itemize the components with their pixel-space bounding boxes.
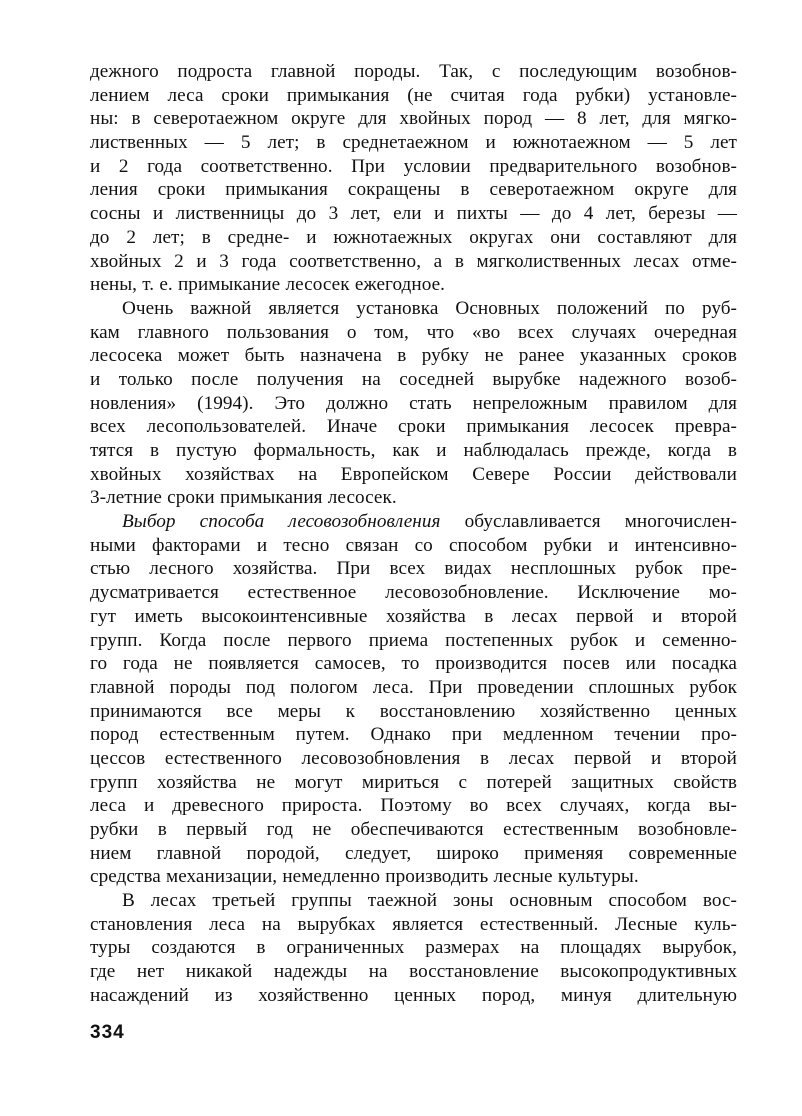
text-line: групп хозяйства не могут мириться с потерей защитных свойств bbox=[90, 771, 737, 793]
text-line: ными факторами и тесно связан со способом рубки и интенсивно- bbox=[90, 534, 737, 556]
text-line: В лесах третьей группы таежной зоны основным способом вос- bbox=[122, 890, 737, 912]
text-line: средства механизации, немедленно производить лесные культуры. bbox=[90, 866, 639, 888]
text-fragment: обуславливается многочислен- bbox=[440, 511, 737, 533]
text-line: го года не появляется самосев, то производится посев или посадка bbox=[90, 653, 737, 675]
text-line: принимаются все меры к восстановлению хозяйственно ценных bbox=[90, 700, 737, 722]
text-line: и 2 года соответственно. При условии предварительного возобнов- bbox=[90, 155, 737, 177]
text-line: цессов естественного лесовозобновления в лесах первой и второй bbox=[90, 747, 737, 769]
paragraph-4 bbox=[90, 889, 737, 1007]
text-line: 3-летние сроки примыкания лесосек. bbox=[90, 487, 397, 509]
text-line: кам главного пользования о том, что «во всех случаях очередная bbox=[90, 321, 737, 343]
text-line: нены, т. е. примыкание лесосек ежегодное. bbox=[90, 274, 445, 296]
text-line: пород естественным путем. Однако при медленном течении про- bbox=[90, 724, 737, 746]
text-line: и только после получения на соседней вырубке надежного возоб- bbox=[90, 368, 737, 390]
text-line: Очень важной является установка Основных положений по руб- bbox=[122, 297, 737, 319]
text-line: тятся в пустую формальность, как и наблюдалась прежде, когда в bbox=[90, 440, 737, 461]
text-line: леса и древесного прироста. Поэтому во всех случаях, когда вы- bbox=[90, 795, 737, 817]
text-line: рубки в первый год не обеспечиваются естественным возобновле- bbox=[90, 819, 737, 840]
text-line: гут иметь высокоинтенсивные хозяйства в лесах первой и второй bbox=[90, 605, 737, 627]
text-line: ны: в северотаежном округе для хвойных пород — 8 лет, для мягко- bbox=[90, 108, 737, 130]
text-line: становления леса на вырубках является естественный. Лесные куль- bbox=[90, 913, 737, 935]
paragraph-2 bbox=[90, 297, 737, 510]
text-line: групп. Когда после первого приема постепенных рубок и семенно- bbox=[90, 629, 737, 651]
text-line: до 2 лет; в средне- и южнотаежных округах они составляют для bbox=[90, 226, 737, 248]
text-line: новления» (1994). Это должно стать непреложным правилом для bbox=[90, 392, 737, 414]
text-line: лением леса сроки примыкания (не считая года рубки) установле- bbox=[90, 84, 737, 106]
text-line: насаждений из хозяйственно ценных пород, минуя длительную bbox=[90, 984, 737, 1006]
text-line: главной породы под пологом леса. При проведении сплошных рубок bbox=[90, 676, 737, 698]
page-number: 334 bbox=[90, 1022, 125, 1043]
text-line: хвойных хозяйствах на Европейском Севере России действовали bbox=[90, 463, 737, 485]
text-line bbox=[90, 510, 737, 534]
paragraph-1 bbox=[90, 60, 737, 297]
text-line: лесосека может быть назначена в рубку не ранее указанных сроков bbox=[90, 345, 737, 367]
paragraph-3 bbox=[90, 510, 737, 889]
text-line: хвойных 2 и 3 года соответственно, а в мягколиственных лесах отме- bbox=[90, 250, 737, 272]
text-line: где нет никакой надежды на восстановление высокопродуктивных bbox=[90, 961, 737, 983]
text-line: дежного подроста главной породы. Так, с последующим возобнов- bbox=[90, 61, 737, 82]
body-text bbox=[90, 60, 737, 1008]
text-line: нием главной породой, следует, широко применяя современные bbox=[90, 842, 737, 864]
text-line: лиственных — 5 лет; в среднетаежном и южнотаежном — 5 лет bbox=[90, 132, 737, 154]
text-line: стью лесного хозяйства. При всех видах несплошных рубок пре- bbox=[90, 558, 737, 580]
text-line: дусматривается естественное лесовозобновление. Исключение мо- bbox=[90, 582, 737, 604]
emphasized-term: Выбор способа лесовозобновления bbox=[122, 511, 441, 533]
text-line: сосны и лиственницы до 3 лет, ели и пихты — до 4 лет, березы — bbox=[90, 203, 737, 225]
text-line: всех лесопользователей. Иначе сроки примыкания лесосек превра- bbox=[90, 416, 737, 438]
text-line: туры создаются в ограниченных размерах на площадях вырубок, bbox=[90, 937, 737, 959]
text-line: ления сроки примыкания сокращены в северотаежном округе для bbox=[90, 179, 737, 201]
